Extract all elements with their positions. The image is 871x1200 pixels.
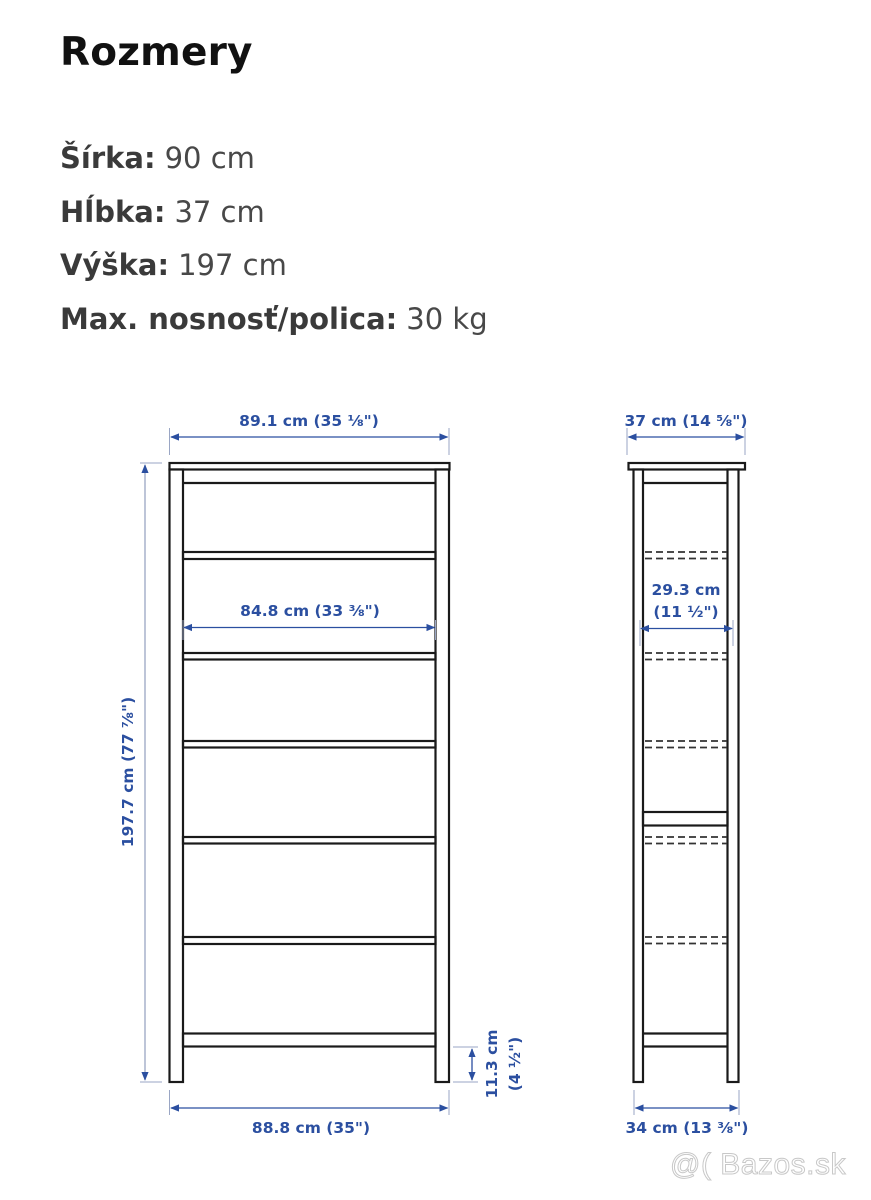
page-title: Rozmery [60,30,253,75]
dim-inner-depth-in: (11 ½") [653,603,719,621]
bottom-shelf [183,1034,436,1047]
spec-label: Max. nosnosť/polica: [60,301,398,336]
front-view [170,463,450,1082]
spec-value: 90 cm [164,141,255,175]
side-front-leg [634,470,644,1083]
shelf [183,653,436,660]
side-back-leg [728,470,739,1083]
dim-top-depth: 37 cm (14 ⅝") [624,412,748,430]
dim-top-width: 89.1 cm (35 ⅛") [239,412,379,430]
dim-bottom-width: 88.8 cm (35") [251,1119,371,1137]
dim-inner-depth-cm: 29.3 cm [651,581,721,599]
shelf [183,741,436,748]
spec-label: Hĺbka: [60,194,166,229]
dim-floor-clearance-cm: 11.3 cm [483,1029,501,1099]
shelf [183,552,436,559]
side-view [629,463,746,1082]
left-leg [170,470,184,1083]
spec-value: 197 cm [178,248,287,282]
right-leg [436,470,450,1083]
spec-label: Šírka: [60,141,156,175]
side-fixed-shelf [643,812,728,826]
dim-inner-width: 84.8 cm (33 ⅜") [240,602,380,620]
dim-height: 197.7 cm (77 ⅞") [119,696,137,848]
spec-label: Výška: [60,248,170,282]
spec-value: 37 cm [174,194,265,229]
dim-floor-clearance-in: (4 ½") [506,1036,524,1092]
shelf [183,937,436,944]
shelf [183,837,436,844]
watermark: @( Bazos.sk [670,1148,846,1181]
top-board [170,463,450,470]
spec-value: 30 kg [406,301,488,336]
dim-bottom-depth: 34 cm (13 ⅜") [625,1119,749,1137]
